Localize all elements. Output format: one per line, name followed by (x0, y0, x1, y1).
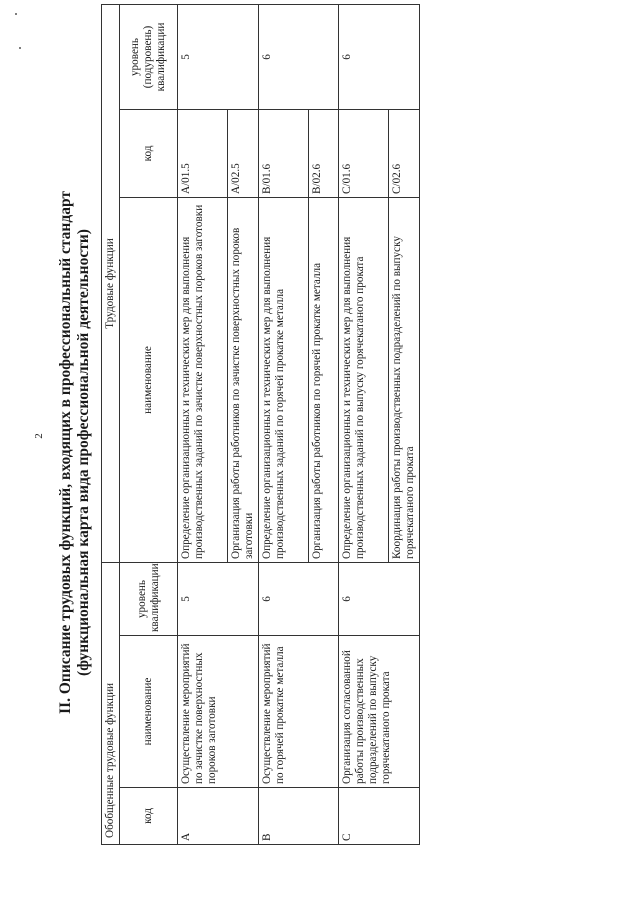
section-subheading: (функциональная карта вида профессиональной деятельности) (75, 229, 92, 676)
table-column-header-row (120, 5, 178, 845)
tf-level: 6 (259, 5, 339, 110)
tf-level: 5 (178, 5, 259, 110)
gtf-code: A (178, 788, 259, 845)
column-tf-level: уровень (подуровень) квалификации (120, 5, 178, 110)
generalized-functions-header: Обобщенные трудовые функции (102, 563, 120, 845)
tf-code: B/02.6 (309, 110, 339, 198)
scan-speck (19, 47, 21, 49)
tf-name: Организация работы работников по горячей прокатке металла (309, 198, 339, 563)
table-row (178, 5, 228, 845)
gtf-level: 6 (339, 563, 420, 636)
column-tf-code: код (120, 110, 178, 198)
tf-name: Определение организационных и технических мер для выполнения производственных заданий по зачистке поверхностных пороков заготовки (178, 198, 228, 563)
tf-code: B/01.6 (259, 110, 309, 198)
gtf-level: 6 (259, 563, 339, 636)
table-group-header-row (102, 5, 120, 845)
tf-name: Определение организационных и технических мер для выполнения производственных заданий по горячей прокатке металла (259, 198, 309, 563)
tf-code: C/02.6 (389, 110, 420, 198)
column-tf-name: наименование (120, 198, 178, 563)
section-heading: II. Описание трудовых функций, входящих в профессиональный стандарт (57, 191, 74, 714)
functional-map-table (101, 4, 420, 845)
tf-code: A/02.5 (228, 110, 259, 198)
column-name: наименование (120, 636, 178, 788)
tf-level: 6 (339, 5, 420, 110)
tf-name: Определение организационных и технических мер для выполнения производственных заданий по выпуску горячекатаного проката (339, 198, 389, 563)
column-level: уровень квалификации (120, 563, 178, 636)
gtf-code: C (339, 788, 420, 845)
tf-code: A/01.5 (178, 110, 228, 198)
tf-name: Координация работы производственных подразделений по выпуску горячекатаного проката (389, 198, 420, 563)
column-code: код (120, 788, 178, 845)
gtf-level: 5 (178, 563, 259, 636)
gtf-code: B (259, 788, 339, 845)
labor-functions-header: Трудовые функции (102, 5, 120, 563)
page-number: 2 (33, 433, 45, 439)
table-row (339, 5, 389, 845)
gtf-name: Осуществление мероприятий по зачистке поверхностных пороков заготовки (178, 636, 259, 788)
tf-name: Организация работы работников по зачистке поверхностных пороков заготовки (228, 198, 259, 563)
table-row (259, 5, 309, 845)
scan-speck (15, 13, 17, 15)
gtf-name: Осуществление мероприятий по горячей прокатке металла (259, 636, 339, 788)
gtf-name: Организация согласованной работы производственных подразделений по выпуску горячекатаного проката (339, 636, 420, 788)
tf-code: C/01.6 (339, 110, 389, 198)
